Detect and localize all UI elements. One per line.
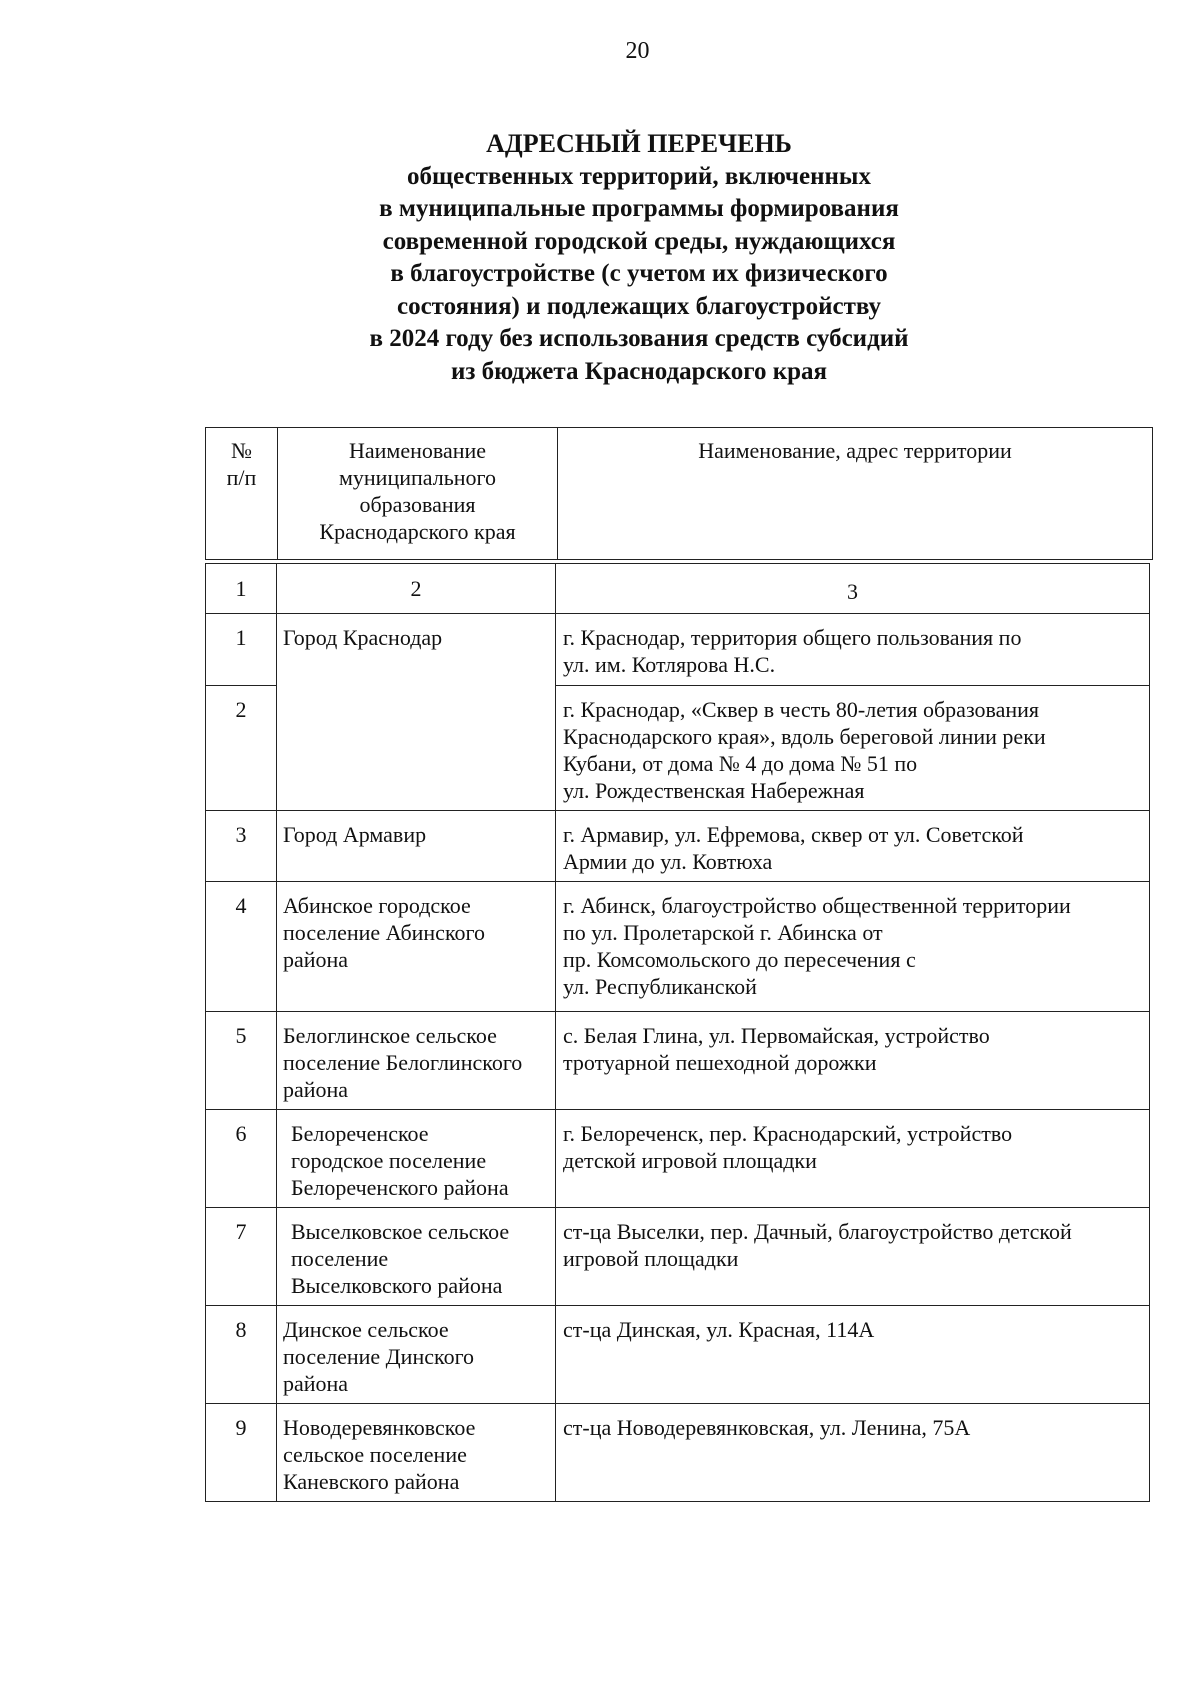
- table-row: [206, 1110, 1150, 1208]
- row-number: 7: [206, 1208, 277, 1306]
- document-title: [0, 128, 1200, 388]
- municipality-line: поселение Динского: [283, 1344, 475, 1369]
- address-line: Армии до ул. Ковтюха: [563, 849, 773, 874]
- page-number: 20: [625, 38, 650, 64]
- row-number: 5: [206, 1012, 277, 1110]
- municipality-cell: [277, 1306, 556, 1404]
- table-row: [206, 1306, 1150, 1404]
- address-line: г. Абинск, благоустройство общественной территории: [563, 893, 1071, 918]
- address-line: ул. Рождественская Набережная: [563, 778, 865, 803]
- title-line: из бюджета Краснодарского края: [450, 357, 828, 385]
- row-number: 1: [206, 614, 277, 686]
- row-number: 8: [206, 1306, 277, 1404]
- header-cell-address: Наименование, адрес территории: [558, 428, 1153, 560]
- header-cell-municipality: Наименование муниципального образования Краснодарского края: [278, 428, 558, 560]
- municipality-cell: [277, 1012, 556, 1110]
- column-number: 1: [206, 564, 277, 614]
- row-number: 2: [206, 686, 277, 811]
- column-number-row: [206, 564, 1150, 614]
- municipality-line: района: [283, 1371, 349, 1396]
- address-line: ул. Республиканской: [563, 974, 757, 999]
- municipality-cell: [277, 811, 556, 882]
- address-line: по ул. Пролетарской г. Абинска от: [563, 920, 883, 945]
- table-row: [206, 1208, 1150, 1306]
- row-number: 6: [206, 1110, 277, 1208]
- municipality-line: района: [283, 947, 349, 972]
- municipality-line: городское поселение: [291, 1148, 487, 1173]
- address-cell: [556, 1012, 1150, 1110]
- address-line: г. Краснодар, территория общего пользования по: [563, 625, 1022, 650]
- municipality-line: сельское поселение: [283, 1442, 467, 1467]
- title-line: в муниципальные программы формирования: [379, 195, 899, 222]
- address-line: ст-ца Новодеревянковская, ул. Ленина, 75А: [563, 1415, 971, 1440]
- row-number: 3: [206, 811, 277, 882]
- address-cell: [556, 882, 1150, 1012]
- title-line: в 2024 году без использования средств субсидий: [369, 325, 909, 352]
- municipality-cell: [277, 614, 556, 811]
- title-line: АДРЕСНЫЙ ПЕРЕЧЕНЬ: [486, 129, 792, 158]
- address-line: г. Армавир, ул. Ефремова, сквер от ул. Советской: [563, 822, 1024, 847]
- table-row: [206, 1404, 1150, 1502]
- municipality-line: района: [283, 1077, 349, 1102]
- municipality-line: Город Краснодар: [283, 625, 443, 650]
- address-cell: [556, 811, 1150, 882]
- municipality-line: Белореченское: [291, 1121, 429, 1146]
- title-line: общественных территорий, включенных: [407, 162, 871, 190]
- address-cell: [556, 1306, 1150, 1404]
- address-line: игровой площадки: [563, 1246, 739, 1271]
- address-table: [205, 563, 1150, 1502]
- municipality-line: Динское сельское: [283, 1317, 449, 1342]
- table-row: [206, 614, 1150, 686]
- municipality-line: поселение Абинского: [283, 920, 485, 945]
- address-line: г. Белореченск, пер. Краснодарский, устройство: [563, 1121, 1013, 1146]
- address-line: ул. им. Котлярова Н.С.: [563, 652, 776, 677]
- header-cell-number: № п/п: [206, 428, 278, 560]
- table-header: [205, 427, 1153, 560]
- title-line: состояния) и подлежащих благоустройству: [396, 292, 882, 320]
- table-row: [206, 1012, 1150, 1110]
- municipality-line: Абинское городское: [283, 893, 471, 918]
- row-number: 9: [206, 1404, 277, 1502]
- municipality-line: Белореченского района: [291, 1175, 509, 1200]
- municipality-line: Белоглинское сельское: [283, 1023, 497, 1048]
- municipality-line: Новодеревянковское: [283, 1415, 476, 1440]
- address-cell: [556, 686, 1150, 811]
- address-cell: [556, 1208, 1150, 1306]
- address-line: ст-ца Динская, ул. Красная, 114А: [563, 1317, 875, 1342]
- title-line: современной городской среды, нуждающихся: [382, 227, 896, 255]
- municipality-cell: [277, 1208, 556, 1306]
- address-cell: [556, 1110, 1150, 1208]
- table-row: [206, 882, 1150, 1012]
- row-number: 4: [206, 882, 277, 1012]
- address-cell: [556, 1404, 1150, 1502]
- municipality-line: Выселковское сельское: [291, 1219, 510, 1244]
- column-number: 3: [556, 564, 1150, 614]
- address-line: с. Белая Глина, ул. Первомайская, устройство: [563, 1023, 990, 1048]
- address-cell: [556, 614, 1150, 686]
- municipality-line: Выселковского района: [291, 1273, 503, 1298]
- address-line: ст-ца Выселки, пер. Дачный, благоустройство детской: [563, 1219, 1072, 1244]
- address-line: Кубани, от дома № 4 до дома № 51 по: [563, 751, 918, 776]
- municipality-line: Каневского района: [283, 1469, 460, 1494]
- municipality-cell: [277, 882, 556, 1012]
- address-line: детской игровой площадки: [563, 1148, 817, 1173]
- column-number: 2: [277, 564, 556, 614]
- table-row: [206, 811, 1150, 882]
- municipality-line: поселение Белоглинского: [283, 1050, 523, 1075]
- municipality-cell: [277, 1404, 556, 1502]
- municipality-cell: [277, 1110, 556, 1208]
- address-line: пр. Комсомольского до пересечения с: [563, 947, 916, 972]
- address-line: тротуарной пешеходной дорожки: [563, 1050, 877, 1075]
- municipality-line: Город Армавир: [283, 822, 427, 847]
- address-line: г. Краснодар, «Сквер в честь 80-летия образования: [563, 697, 1040, 722]
- address-line: Краснодарского края», вдоль береговой линии реки: [563, 724, 1046, 749]
- title-line: в благоустройстве (с учетом их физического: [390, 260, 888, 287]
- municipality-line: поселение: [291, 1246, 389, 1271]
